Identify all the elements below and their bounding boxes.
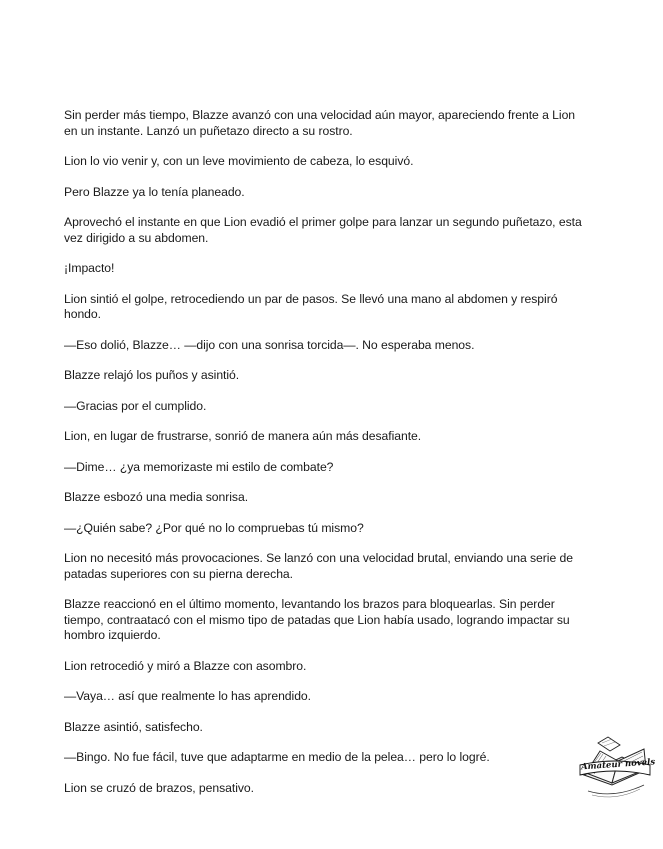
- amateur-novels-watermark: [578, 735, 656, 803]
- paragraph: Blazze esbozó una media sonrisa.: [64, 490, 249, 504]
- paragraph: Lion se cruzó de brazos, pensativo.: [64, 780, 254, 795]
- paragraph: Pero Blazze ya lo tenía planeado.: [64, 184, 245, 199]
- paragraph: Blazze reaccionó en el último momento, levantando los brazos para bloquearlas. Sin perder tiempo, contraatacó con el mismo tipo de patadas que Lion había usado, logrando impactar su hombro izquierdo.: [64, 597, 570, 642]
- paragraph: Lion, en lugar de frustrarse, sonrió de manera aún más desafiante.: [64, 429, 422, 443]
- paragraph: —¿Quién sabe? ¿Por qué no lo compruebas tú mismo?: [64, 520, 364, 535]
- paragraph: Lion retrocedió y miró a Blazze con asombro.: [64, 658, 307, 673]
- paragraph: Lion lo vio venir y, con un leve movimiento de cabeza, lo esquivó.: [64, 154, 414, 168]
- paragraph: Blazze asintió, satisfecho.: [64, 719, 203, 734]
- paragraph: ¡Impacto!: [64, 261, 115, 275]
- paragraph: —Dime… ¿ya memorizaste mi estilo de combate?: [64, 459, 334, 474]
- paragraph: —Bingo. No fue fácil, tuve que adaptarme en medio de la pelea… pero lo logré.: [64, 750, 490, 764]
- paragraph: —Vaya… así que realmente lo has aprendido.: [64, 689, 311, 703]
- paragraph: Sin perder más tiempo, Blazze avanzó con una velocidad aún mayor, apareciendo frente a Lion en un instante. Lanzó un puñetazo directo a su rostro.: [64, 108, 576, 138]
- paragraph: Aprovechó el instante en que Lion evadió el primer golpe para lanzar un segundo puñetazo, esta vez dirigido a su abdomen.: [64, 215, 582, 245]
- paragraph: —Eso dolió, Blazze… —dijo con una sonrisa torcida—. No esperaba menos.: [64, 337, 475, 352]
- paragraph: Lion sintió el golpe, retrocediendo un par de pasos. Se llevó una mano al abdomen y respiró hondo.: [64, 291, 558, 321]
- document-body: [64, 108, 584, 811]
- paragraph: Lion no necesitó más provocaciones. Se lanzó con una velocidad brutal, enviando una serie de patadas superiores con su pierna derecha.: [64, 551, 573, 581]
- paragraph: —Gracias por el cumplido.: [64, 398, 207, 413]
- paragraph: Blazze relajó los puños y asintió.: [64, 368, 240, 382]
- watermark-text: Amateur novels: [580, 757, 656, 773]
